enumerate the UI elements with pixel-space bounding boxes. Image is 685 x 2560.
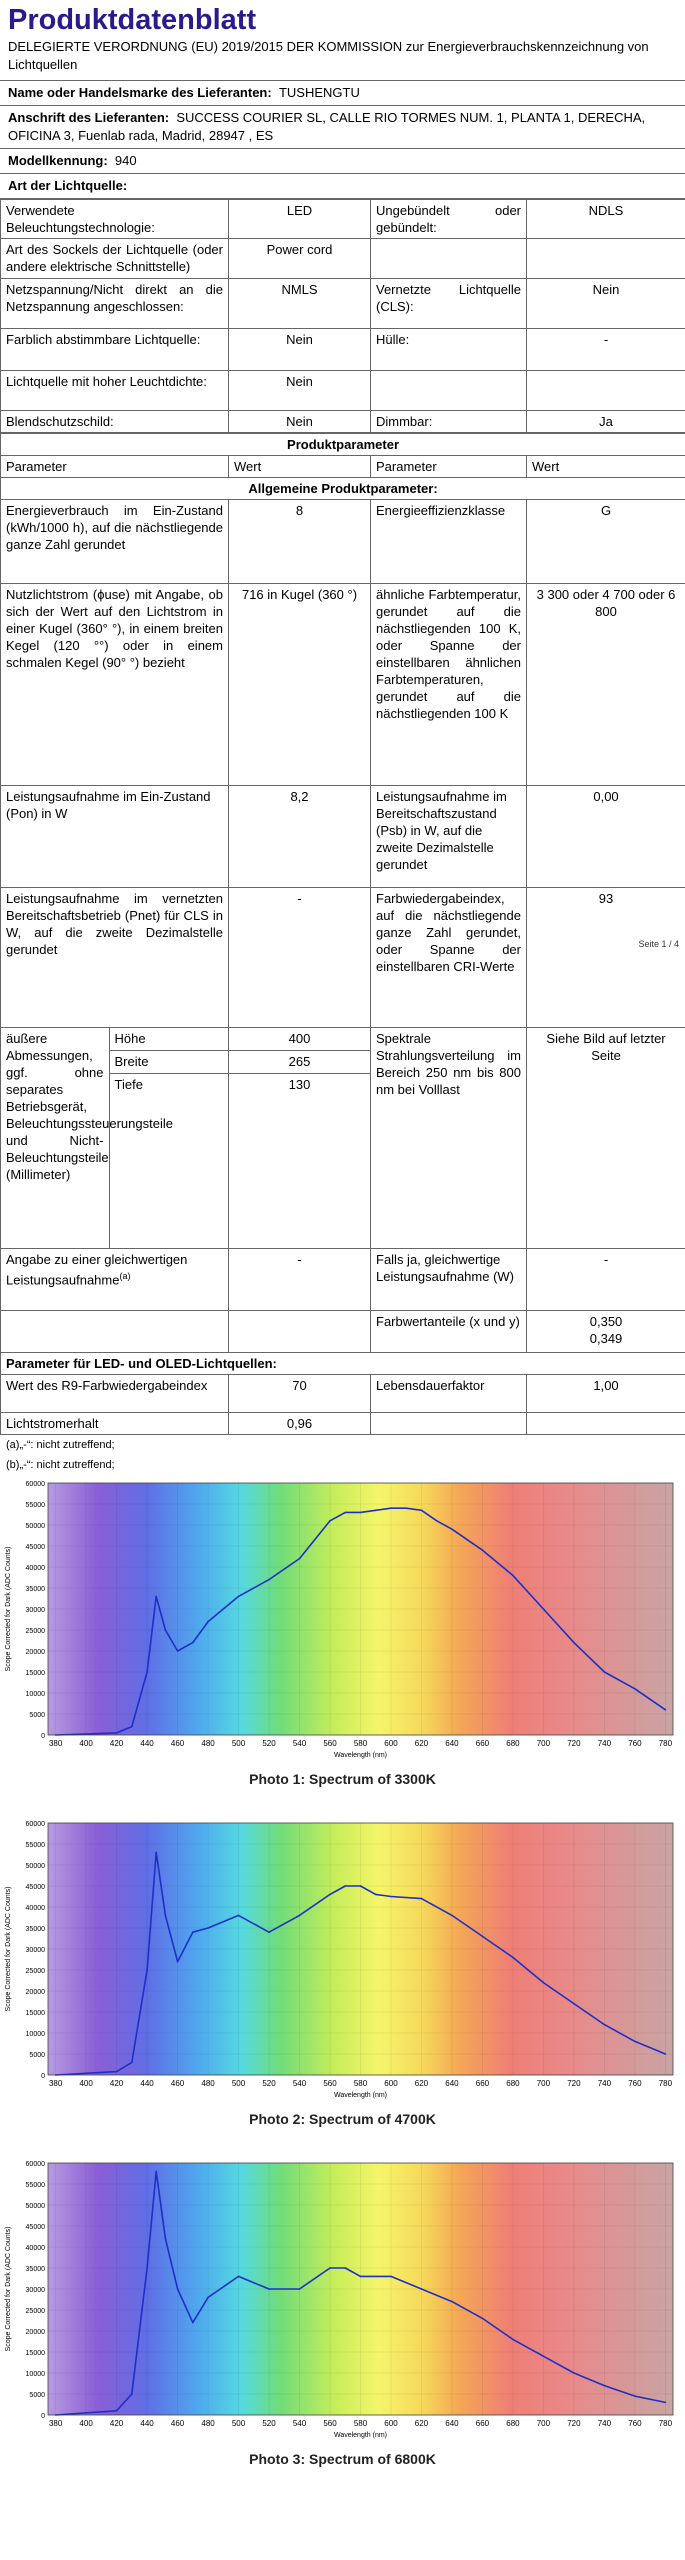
- spectrum-point: [146, 2267, 148, 2269]
- x-tick-label: 480: [201, 2419, 215, 2428]
- x-tick-label: 460: [170, 2079, 185, 2088]
- spectrum-point: [405, 1507, 407, 1509]
- spectrum-point: [436, 1520, 438, 1522]
- spectrum-point: [360, 2276, 362, 2278]
- y-tick-label: 10000: [25, 1691, 45, 1698]
- y-tick-label: 35000: [25, 1586, 45, 1593]
- spectrum-point: [131, 1726, 133, 1728]
- energy-consumption-label: Energieverbrauch im Ein-Zustand (kWh/1000 h), auf die nächstliegende ganze Zahl gerundet: [1, 500, 229, 584]
- model-row: [0, 148, 685, 173]
- r9-label: Wert des R9-Farbwiedergabeindex: [1, 1375, 229, 1413]
- energy-consumption-value: 8: [229, 500, 371, 584]
- dim-depth-value: 130: [288, 1077, 311, 1092]
- x-tick-label: 480: [201, 1739, 215, 1748]
- y-tick-label: 45000: [25, 2224, 45, 2231]
- y-tick-label: 5000: [29, 2392, 45, 2399]
- dim-height-label: Höhe: [109, 1028, 228, 1051]
- x-tick-label: 480: [201, 2079, 215, 2088]
- row-label-2: Vernetzte Lichtquelle (CLS):: [371, 279, 527, 329]
- x-tick-label: 620: [414, 2419, 429, 2428]
- product-params-heading: Produktparameter: [1, 434, 685, 456]
- light-source-row: [1, 371, 685, 411]
- spectrum-point: [177, 1961, 179, 1963]
- spectrum-point: [116, 2410, 118, 2412]
- x-tick-label: 440: [140, 2079, 154, 2088]
- on-power-label: Leistungsaufnahme im Ein-Zustand (Pon) in W: [1, 786, 229, 888]
- y-tick-label: 0: [41, 1733, 45, 1740]
- y-tick-label: 20000: [25, 1649, 45, 1656]
- col-value-2: Wert: [527, 456, 685, 478]
- spectrum-point: [573, 2003, 575, 2005]
- x-tick-label: 440: [140, 1739, 154, 1748]
- x-tick-label: 580: [353, 1739, 368, 1748]
- y-tick-label: 50000: [25, 1863, 45, 1870]
- col-value-1: Wert: [229, 456, 371, 478]
- x-tick-label: 660: [475, 1739, 490, 1748]
- y-tick-label: 15000: [25, 2010, 45, 2017]
- y-tick-label: 20000: [25, 2329, 45, 2336]
- dim-depth-label: Tiefe: [114, 1077, 143, 1092]
- x-tick-label: 540: [292, 2079, 307, 2088]
- spectrum-point: [329, 2267, 331, 2269]
- x-tick-label: 460: [170, 2419, 185, 2428]
- equivalent-power-w-value: -: [527, 1249, 685, 1311]
- y-tick-label: 15000: [25, 2350, 45, 2357]
- chromaticity-x: 0,350: [589, 1314, 623, 1329]
- y-tick-label: 45000: [25, 1884, 45, 1891]
- trademark-value: TUSHENGTU: [278, 85, 360, 100]
- address-value: SUCCESS COURIER SL, CALLE RIO TORMES NUM. 1, PLANTA 1, DERECHA, OFICINA 3, Fuenlab rada, Madrid, 28947 , ES: [8, 110, 646, 143]
- dimensions-values-cell: [229, 1028, 371, 1249]
- spectrum-chart: [0, 1815, 685, 2105]
- model-value: 940: [114, 153, 137, 168]
- spectrum-point: [192, 2322, 194, 2324]
- x-axis-label: Wavelength (nm): [333, 2092, 388, 2099]
- spectrum-caption: Photo 1: Spectrum of 3300K: [249, 1771, 436, 1787]
- y-tick-label: 20000: [25, 1989, 45, 1996]
- col-param-2: Parameter: [371, 456, 527, 478]
- y-tick-label: 5000: [29, 1712, 45, 1719]
- light-source-row: [1, 200, 685, 239]
- regulation-text: DELEGIERTE VERORDNUNG (EU) 2019/2015 DER KOMMISSION zur Energieverbrauchskennzeichnung von Lichtquellen: [8, 39, 649, 72]
- networked-standby-label: Leistungsaufnahme im vernetzten Bereitschaftsbetrieb (Pnet) für CLS in W, auf die zweite Dezimalstelle gerundet: [1, 888, 229, 1028]
- spectrum-point: [573, 1642, 575, 1644]
- spectrum-point: [146, 1969, 148, 1971]
- cri-value: 93: [598, 891, 614, 906]
- footnote-a: (a)„-“: nicht zutreffend;: [6, 1439, 115, 1451]
- address-label: Anschrift des Lieferanten:: [8, 110, 170, 125]
- spectrum-caption: Photo 2: Spectrum of 4700K: [249, 2111, 436, 2127]
- spectrum-point: [238, 2276, 240, 2278]
- spectrum-point: [543, 2355, 545, 2357]
- row-label-2: Dimmbar:: [371, 411, 527, 433]
- equivalent-power-value: -: [229, 1249, 371, 1311]
- x-tick-label: 740: [597, 2079, 612, 2088]
- spectrum-point: [131, 2393, 133, 2395]
- y-tick-label: 40000: [25, 2245, 45, 2252]
- dim-height-value: 400: [229, 1028, 370, 1051]
- spectrum-point: [131, 2062, 133, 2064]
- dimensions-label: äußere Abmessungen, ggf. ohne separates Betriebsgerät, Beleuchtungssteuerungsteile und Nicht-Beleuchtungsteile (Millimeter): [1, 1028, 109, 1248]
- energy-class-value: G: [527, 500, 685, 584]
- spectrum-point: [344, 2267, 346, 2269]
- row-label: Lichtquelle mit hoher Leuchtdichte:: [1, 371, 229, 411]
- on-power-value: 8,2: [229, 786, 371, 888]
- x-tick-label: 600: [384, 2079, 398, 2088]
- x-tick-label: 660: [475, 2419, 490, 2428]
- row-value: Power cord: [229, 239, 371, 279]
- spectrum-point: [116, 2071, 118, 2073]
- row-label: Verwendete Beleuchtungstechnologie:: [1, 200, 229, 239]
- y-tick-label: 35000: [25, 2266, 45, 2273]
- spectrum-point: [482, 2318, 484, 2320]
- row-label: Farblich abstimmbare Lichtquelle:: [1, 329, 229, 371]
- y-tick-label: 55000: [25, 1502, 45, 1509]
- spectrum-point: [360, 1885, 362, 1887]
- spectrum-point: [155, 2171, 157, 2173]
- luminous-flux-label: Nutzlichtstrom (ϕuse) mit Angabe, ob sich der Wert auf den Lichtstrom in einer Kugel (360° °), in einem breiten Kegel (120 °°) oder in einem schmalen Kegel (90° °) bezieht: [1, 584, 229, 786]
- spectrum-point: [207, 1621, 209, 1623]
- footnote-b: (b)„-“: nicht zutreffend;: [6, 1459, 115, 1471]
- x-tick-label: 420: [109, 1739, 124, 1748]
- x-tick-label: 420: [109, 2079, 124, 2088]
- light-source-row: [1, 329, 685, 371]
- trademark-label: Name oder Handelsmarke des Lieferanten:: [8, 85, 272, 100]
- x-tick-label: 540: [292, 2419, 307, 2428]
- spectrum-point: [573, 2372, 575, 2374]
- row-value-2: [527, 371, 685, 411]
- x-tick-label: 540: [292, 1739, 307, 1748]
- spectrum-point: [604, 1671, 606, 1673]
- spectrum-point: [375, 1510, 377, 1512]
- row-label: Art des Sockels der Lichtquelle (oder andere elektrische Schnittstelle): [1, 239, 229, 279]
- spectrum-point: [360, 1512, 362, 1514]
- x-tick-label: 700: [536, 2419, 551, 2428]
- spectrum-point: [155, 1852, 157, 1854]
- x-tick-label: 760: [628, 2079, 642, 2088]
- x-tick-label: 680: [506, 1739, 520, 1748]
- spectrum-point: [155, 1596, 157, 1598]
- type-label: Art der Lichtquelle:: [8, 178, 128, 193]
- address-row: [0, 105, 685, 148]
- trademark-row: [0, 80, 685, 105]
- row-label-2: Ungebündelt oder gebündelt:: [371, 200, 527, 239]
- row-value: Nein: [229, 411, 371, 433]
- light-source-row: [1, 279, 685, 329]
- energy-class-label: Energieeffizienzklasse: [371, 500, 527, 584]
- x-tick-label: 640: [445, 2079, 459, 2088]
- y-tick-label: 60000: [25, 1821, 45, 1828]
- spectrum-point: [192, 1642, 194, 1644]
- spectrum-point: [165, 1915, 167, 1917]
- x-tick-label: 640: [445, 2419, 459, 2428]
- spectrum-point: [299, 1558, 301, 1560]
- x-tick-label: 740: [597, 2419, 612, 2428]
- row-label-2: Hülle:: [371, 329, 527, 371]
- row-value-2: Ja: [527, 411, 685, 433]
- spectrum-point: [634, 2041, 636, 2043]
- row-value-2: Nein: [527, 279, 685, 329]
- spectrum-chart: [0, 2155, 685, 2445]
- row-label-2: [371, 371, 527, 411]
- y-tick-label: 60000: [25, 2161, 45, 2168]
- page-number: Seite 1 / 4: [638, 939, 680, 949]
- spectrum-point: [329, 1894, 331, 1896]
- spectrum-point: [268, 1579, 270, 1581]
- spectrum-point: [192, 1931, 194, 1933]
- x-tick-label: 680: [506, 2419, 520, 2428]
- spectrum-point: [543, 1982, 545, 1984]
- y-tick-label: 30000: [25, 1947, 45, 1954]
- x-axis-label: Wavelength (nm): [333, 1752, 388, 1759]
- r9-value: 70: [229, 1375, 371, 1413]
- x-tick-label: 560: [323, 2079, 337, 2088]
- row-value: Nein: [229, 371, 371, 411]
- chromaticity-value: [527, 1311, 685, 1353]
- row-label-2: [371, 239, 527, 279]
- spectrum-point: [207, 2297, 209, 2299]
- spectrum-point: [116, 1732, 118, 1734]
- spectrum-point: [390, 2276, 392, 2278]
- y-tick-label: 40000: [25, 1905, 45, 1912]
- survival-label: Lebensdauerfaktor: [371, 1375, 527, 1413]
- spectrum-point: [344, 1885, 346, 1887]
- spectrum-point: [634, 2395, 636, 2397]
- x-tick-label: 760: [628, 1739, 642, 1748]
- x-tick-label: 780: [658, 1739, 673, 1748]
- x-tick-label: 380: [48, 2419, 63, 2428]
- light-source-row: [1, 239, 685, 279]
- spectrum-figure: [0, 2155, 685, 2473]
- row-value-2: [527, 239, 685, 279]
- spectrum-point: [665, 2053, 667, 2055]
- x-tick-label: 380: [48, 2079, 63, 2088]
- networked-standby-value: -: [229, 888, 371, 1028]
- spectrum-point: [268, 1931, 270, 1933]
- general-heading: Allgemeine Produktparameter:: [1, 478, 685, 500]
- chromaticity-label: Farbwertanteile (x und y): [371, 1311, 527, 1353]
- x-axis-label: Wavelength (nm): [333, 2432, 388, 2439]
- x-tick-label: 520: [262, 2079, 276, 2088]
- lumen-maintenance-value: 0,96: [229, 1413, 371, 1435]
- spectrum-point: [482, 1936, 484, 1938]
- dim-width-label: Breite: [109, 1051, 228, 1074]
- y-tick-label: 25000: [25, 2308, 45, 2315]
- x-tick-label: 700: [536, 2079, 551, 2088]
- x-tick-label: 780: [658, 2079, 673, 2088]
- spectrum-point: [165, 2238, 167, 2240]
- spectra-section: [0, 1475, 685, 2473]
- y-tick-label: 60000: [25, 1481, 45, 1488]
- light-source-row: [1, 411, 685, 433]
- y-axis-label: Scope Corrected for Dark (ADC Counts): [5, 1546, 12, 1672]
- spectral-label: Spektrale Strahlungsverteilung im Bereich 250 nm bis 800 nm bei Volllast: [371, 1028, 527, 1249]
- spectrum-point: [329, 1520, 331, 1522]
- x-tick-label: 400: [79, 2079, 93, 2088]
- y-tick-label: 10000: [25, 2371, 45, 2378]
- spectrum-chart: [0, 1475, 685, 1765]
- spectrum-point: [268, 2288, 270, 2290]
- x-tick-label: 680: [506, 2079, 520, 2088]
- y-tick-label: 25000: [25, 1628, 45, 1635]
- x-tick-label: 520: [262, 2419, 276, 2428]
- x-tick-label: 380: [48, 1739, 63, 1748]
- x-tick-label: 500: [231, 1739, 246, 1748]
- cri-value-cell: [527, 888, 685, 1028]
- spectrum-point: [604, 2385, 606, 2387]
- y-tick-label: 30000: [25, 1607, 45, 1614]
- x-tick-label: 620: [414, 2079, 429, 2088]
- spectrum-point: [421, 1898, 423, 1900]
- spectrum-figure: [0, 1815, 685, 2155]
- spectrum-point: [665, 2402, 667, 2404]
- x-tick-label: 760: [628, 2419, 642, 2428]
- lumen-maintenance-label: Lichtstromerhalt: [1, 1413, 229, 1435]
- spectrum-point: [512, 2339, 514, 2341]
- x-tick-label: 640: [445, 1739, 459, 1748]
- spectrum-point: [238, 1596, 240, 1598]
- row-value-2: NDLS: [527, 200, 685, 239]
- row-value: Nein: [229, 329, 371, 371]
- row-value: NMLS: [229, 279, 371, 329]
- spectrum-point: [238, 1915, 240, 1917]
- x-tick-label: 500: [231, 2419, 246, 2428]
- spectrum-point: [165, 1629, 167, 1631]
- spectrum-point: [634, 1688, 636, 1690]
- x-tick-label: 600: [384, 1739, 398, 1748]
- dimensions-cell: [1, 1028, 229, 1249]
- spectrum-point: [146, 1671, 148, 1673]
- product-params-table: [0, 433, 685, 1435]
- y-tick-label: 35000: [25, 1926, 45, 1933]
- y-tick-label: 40000: [25, 1565, 45, 1572]
- x-tick-label: 440: [140, 2419, 154, 2428]
- x-tick-label: 720: [567, 2419, 581, 2428]
- x-tick-label: 780: [658, 2419, 673, 2428]
- dim-width-value: 265: [229, 1051, 370, 1074]
- y-tick-label: 50000: [25, 2203, 45, 2210]
- spectrum-point: [375, 1894, 377, 1896]
- cri-label: Farbwiedergabeindex, auf die nächstliegende ganze Zahl gerundet, oder Spanne der einstellbaren CRI-Werte: [371, 888, 527, 1028]
- spectrum-point: [390, 1507, 392, 1509]
- x-tick-label: 560: [323, 2419, 337, 2428]
- light-source-table: [0, 199, 685, 433]
- page-title: Produktdatenblatt: [8, 4, 257, 36]
- spectrum-point: [344, 1512, 346, 1514]
- spectrum-point: [299, 1915, 301, 1917]
- x-tick-label: 400: [79, 1739, 93, 1748]
- spectrum-point: [604, 2024, 606, 2026]
- equivalent-power-label: Angabe zu einer gleichwertigen Leistungsaufnahme: [6, 1252, 188, 1288]
- spectrum-point: [421, 2288, 423, 2290]
- x-tick-label: 400: [79, 2419, 93, 2428]
- equivalent-power-label-cell: [1, 1249, 229, 1311]
- col-param-1: Parameter: [1, 456, 229, 478]
- x-tick-label: 560: [323, 1739, 337, 1748]
- spectrum-point: [512, 1575, 514, 1577]
- row-value-2: -: [527, 329, 685, 371]
- x-tick-label: 580: [353, 2419, 368, 2428]
- spectrum-point: [177, 1650, 179, 1652]
- luminous-flux-value: 716 in Kugel (360 °): [229, 584, 371, 786]
- x-tick-label: 600: [384, 2419, 398, 2428]
- y-tick-label: 0: [41, 2073, 45, 2080]
- x-tick-label: 660: [475, 2079, 490, 2088]
- spectrum-point: [390, 1896, 392, 1898]
- spectrum-point: [177, 2288, 179, 2290]
- led-heading: Parameter für LED- und OLED-Lichtquellen:: [1, 1353, 685, 1375]
- spectrum-point: [665, 1709, 667, 1711]
- y-tick-label: 55000: [25, 1842, 45, 1849]
- spectrum-point: [207, 1927, 209, 1929]
- x-tick-label: 500: [231, 2079, 246, 2088]
- x-tick-label: 740: [597, 1739, 612, 1748]
- spectrum-point: [299, 2288, 301, 2290]
- row-label: Blendschutzschild:: [1, 411, 229, 433]
- y-tick-label: 0: [41, 2413, 45, 2420]
- model-label: Modellkennung:: [8, 153, 108, 168]
- standby-power-label: Leistungsaufnahme im Bereitschaftszustand (Psb) in W, auf die zweite Dezimalstelle gerundet: [371, 786, 527, 888]
- row-value: LED: [229, 200, 371, 239]
- spectral-value: Siehe Bild auf letzter Seite: [527, 1028, 685, 1249]
- chromaticity-y: 0,349: [589, 1331, 623, 1346]
- spectrum-point: [421, 1510, 423, 1512]
- x-tick-label: 520: [262, 1739, 276, 1748]
- y-tick-label: 50000: [25, 1523, 45, 1530]
- y-tick-label: 55000: [25, 2182, 45, 2189]
- spectrum-point: [543, 1608, 545, 1610]
- spectrum-caption: Photo 3: Spectrum of 6800K: [249, 2451, 436, 2467]
- y-axis-label: Scope Corrected for Dark (ADC Counts): [5, 1886, 12, 2012]
- x-tick-label: 460: [170, 1739, 185, 1748]
- x-tick-label: 700: [536, 1739, 551, 1748]
- spectrum-figure: [0, 1475, 685, 1815]
- x-tick-label: 720: [567, 2079, 581, 2088]
- x-tick-label: 720: [567, 1739, 581, 1748]
- spectrum-point: [512, 1957, 514, 1959]
- survival-value: 1,00: [527, 1375, 685, 1413]
- standby-power-value: 0,00: [527, 786, 685, 888]
- y-tick-label: 45000: [25, 1544, 45, 1551]
- cct-label: ähnliche Farbtemperatur, gerundet auf die nächstliegenden 100 K, oder Spanne der einstellbaren ähnlichen Farbtemperaturen, gerundet auf die nächstliegenden 100 K: [371, 584, 527, 786]
- row-label: Netzspannung/Nicht direkt an die Netzspannung angeschlossen:: [1, 279, 229, 329]
- spectrum-point: [451, 1915, 453, 1917]
- x-tick-label: 620: [414, 1739, 429, 1748]
- y-tick-label: 15000: [25, 1670, 45, 1677]
- equivalent-power-sup: (a): [119, 1271, 131, 1281]
- spectrum-point: [482, 1549, 484, 1551]
- spectrum-point: [451, 1528, 453, 1530]
- y-tick-label: 25000: [25, 1968, 45, 1975]
- type-row: [0, 173, 685, 199]
- cct-value: 3 300 oder 4 700 oder 6 800: [527, 584, 685, 786]
- y-tick-label: 10000: [25, 2031, 45, 2038]
- spectrum-point: [451, 2301, 453, 2303]
- y-tick-label: 30000: [25, 2287, 45, 2294]
- x-tick-label: 420: [109, 2419, 124, 2428]
- y-tick-label: 5000: [29, 2052, 45, 2059]
- y-axis-label: Scope Corrected for Dark (ADC Counts): [5, 2226, 12, 2352]
- equivalent-power-w-label: Falls ja, gleichwertige Leistungsaufnahme (W): [371, 1249, 527, 1311]
- x-tick-label: 580: [353, 2079, 368, 2088]
